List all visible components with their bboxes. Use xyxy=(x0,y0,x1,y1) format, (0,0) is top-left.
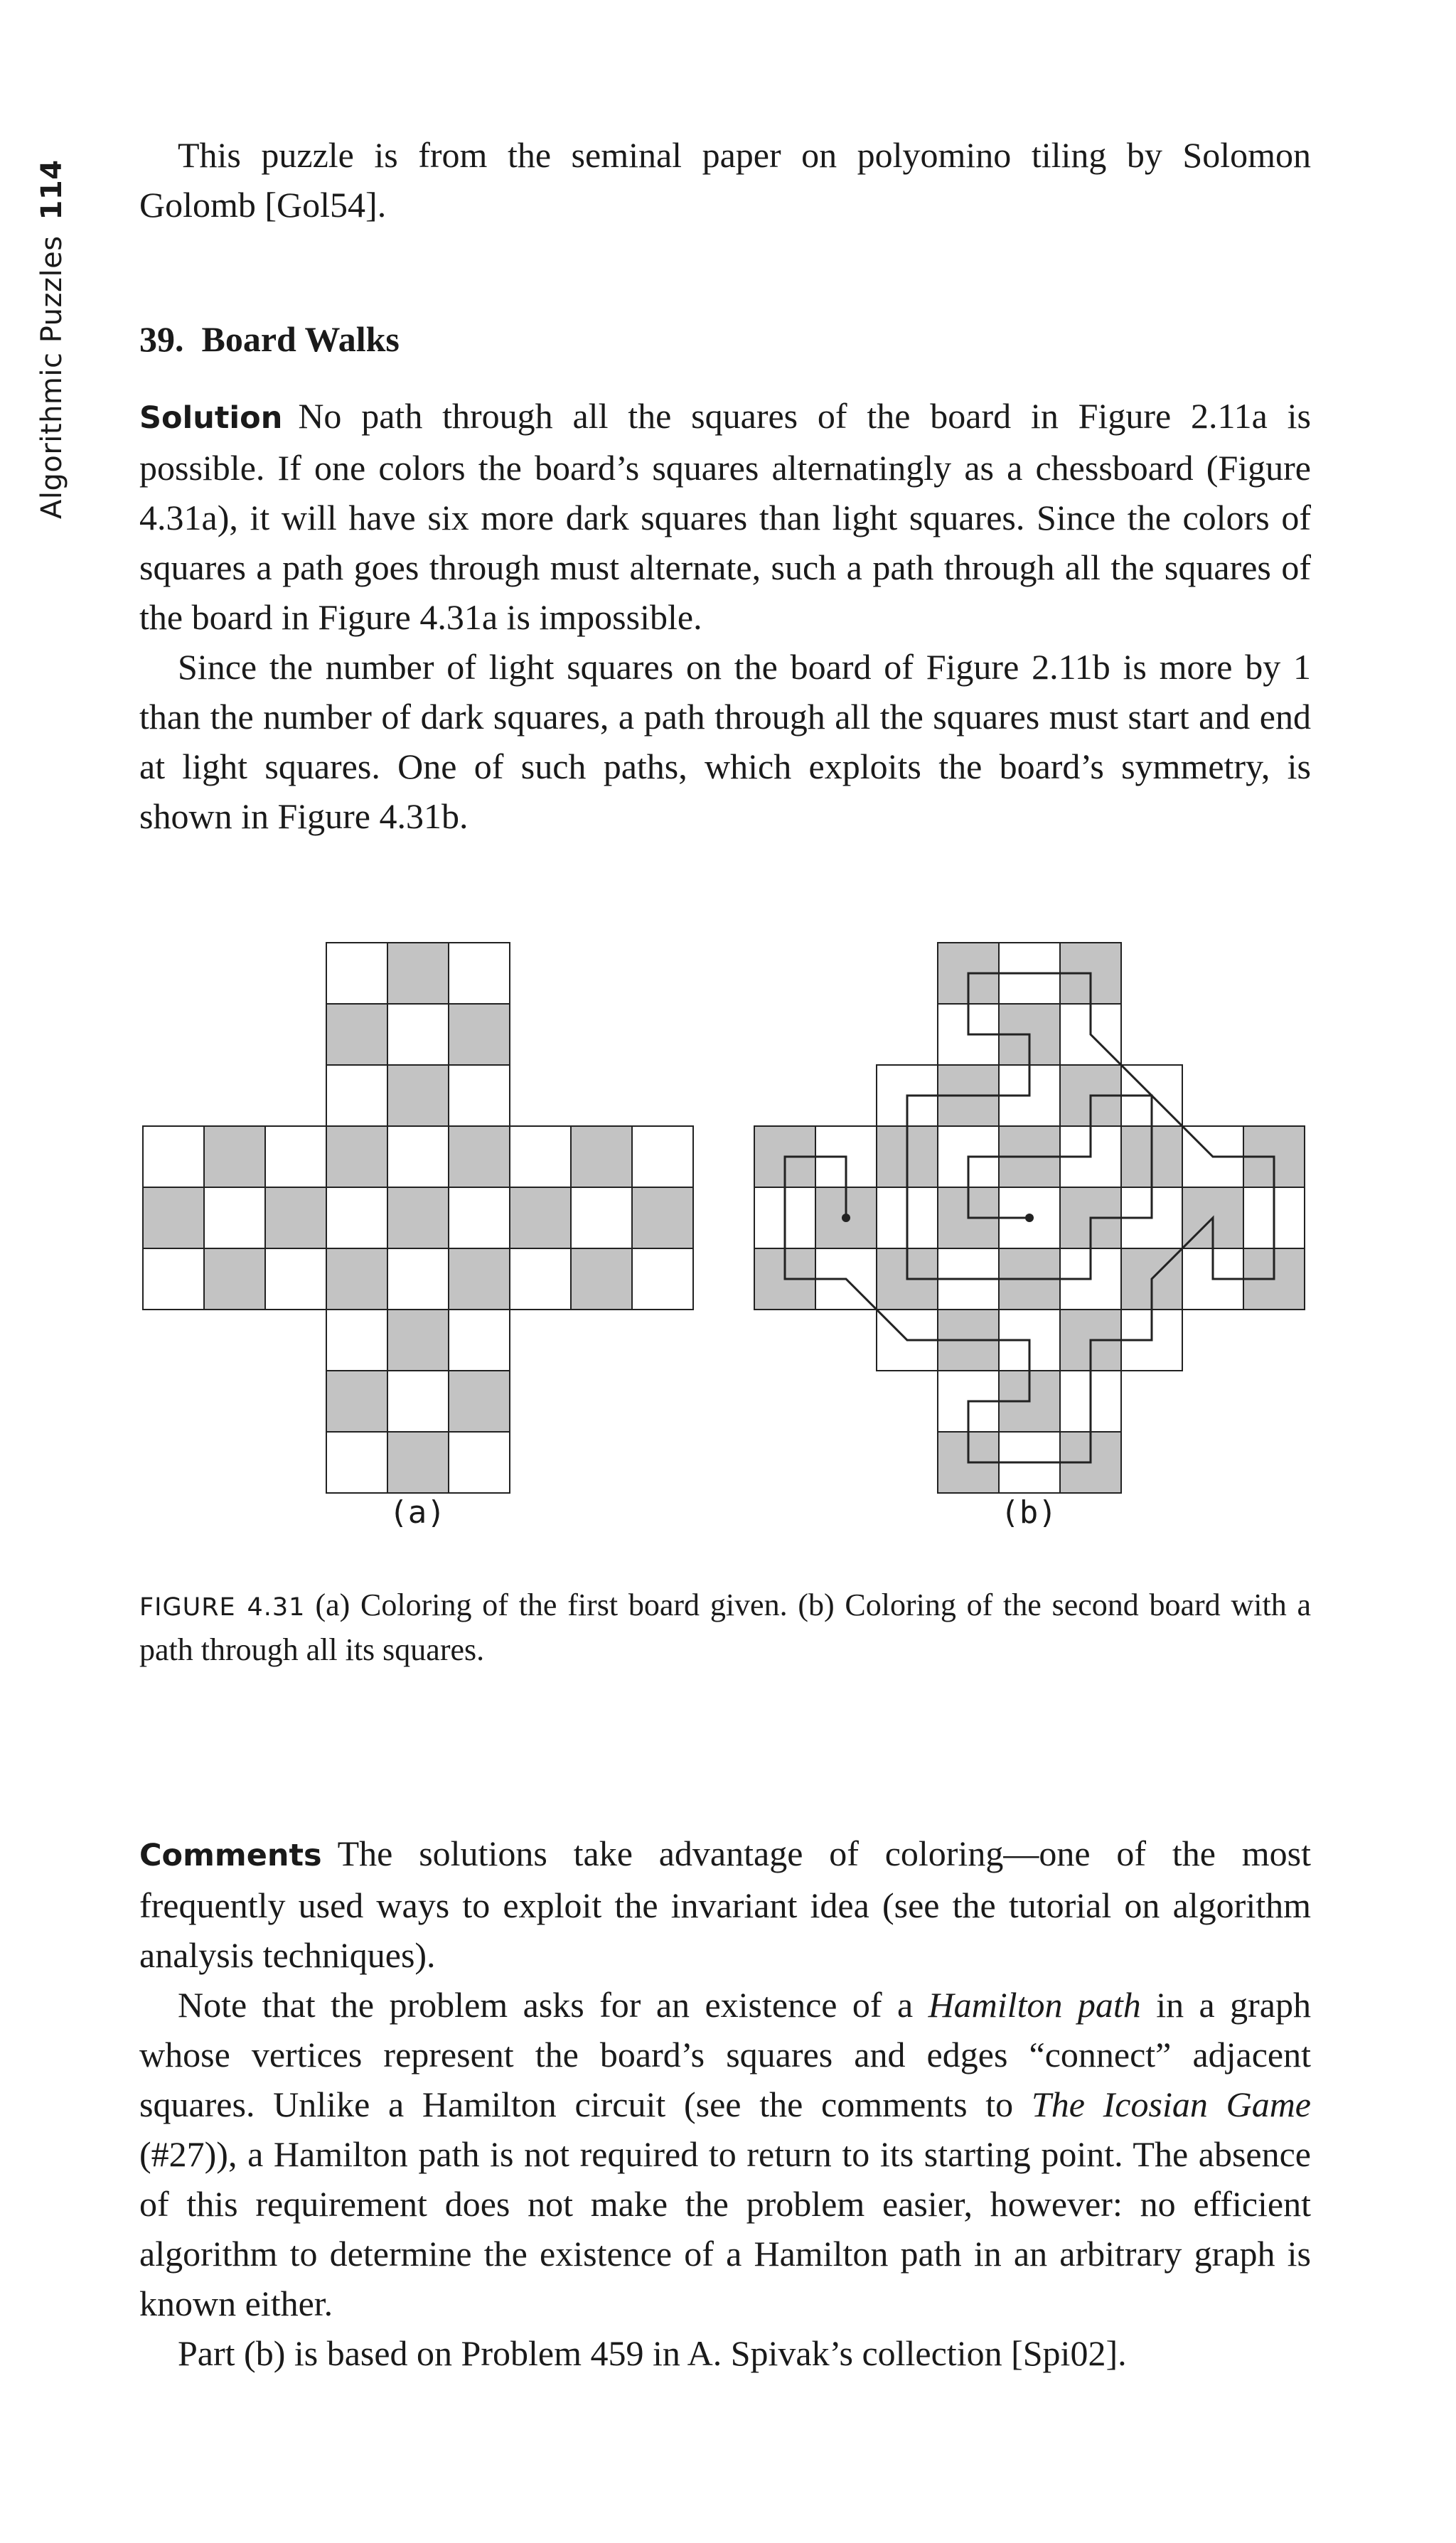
board-square xyxy=(449,1248,510,1310)
board-square xyxy=(204,1126,265,1187)
board-square xyxy=(387,1248,449,1310)
comments-paragraph-1 xyxy=(139,1829,1311,1980)
section-heading xyxy=(139,318,400,360)
board-b-svg xyxy=(754,942,1305,1494)
board-square xyxy=(632,1248,693,1310)
board-square xyxy=(143,1126,204,1187)
board-square xyxy=(326,1065,387,1126)
board-square xyxy=(326,943,387,1004)
board-square xyxy=(571,1248,632,1310)
figure-caption xyxy=(139,1584,1311,1671)
term-hamilton-path: Hamilton path xyxy=(928,1985,1141,2025)
title-icosian-game: The Icosian Game xyxy=(1031,2084,1311,2124)
solution-paragraph-1 xyxy=(139,391,1311,642)
comments-block xyxy=(139,1829,1311,2378)
board-square xyxy=(326,1004,387,1065)
board-square xyxy=(510,1126,571,1187)
figure-label: FIGURE 4.31 xyxy=(139,1593,306,1622)
board-square xyxy=(449,1065,510,1126)
solution-label: Solution xyxy=(139,400,283,436)
solution-block xyxy=(139,391,1311,841)
path-endpoint-dot xyxy=(1025,1214,1034,1222)
board-square xyxy=(449,1187,510,1248)
board-square xyxy=(632,1126,693,1187)
comments-p2-part-c: (#27)), a Hamilton path is not required to return to its starting point. The absence of this requirement does not make the problem easier, however: no efficient algorithm to determine the existence of a Hamilton path in an arbitrary graph is known either. xyxy=(139,2134,1311,2323)
board-a-svg xyxy=(142,942,694,1494)
board-square xyxy=(326,1126,387,1187)
running-head xyxy=(36,159,68,519)
board-square xyxy=(143,1187,204,1248)
board-square xyxy=(387,1187,449,1248)
section-title: Board Walks xyxy=(201,319,400,359)
board-square xyxy=(143,1248,204,1310)
board-square xyxy=(510,1187,571,1248)
board-square xyxy=(387,1310,449,1371)
section-number: 39. xyxy=(139,319,184,359)
board-square xyxy=(387,1065,449,1126)
comments-p1-text: The solutions take advantage of coloring—one of the most frequently used ways to exploit the invariant idea (see the tutorial on algorithm analysis techniques). xyxy=(139,1833,1311,1975)
figure-b-label: (b) xyxy=(1000,1494,1057,1531)
board-square xyxy=(571,1126,632,1187)
board-square xyxy=(326,1248,387,1310)
board-square xyxy=(326,1371,387,1432)
board-square xyxy=(204,1187,265,1248)
figure-a xyxy=(142,942,694,1494)
board-square xyxy=(326,1310,387,1371)
path-endpoint-dot xyxy=(842,1214,850,1222)
board-square xyxy=(204,1248,265,1310)
board-square xyxy=(265,1126,326,1187)
board-square xyxy=(632,1187,693,1248)
comments-p2-part-a: Note that the problem asks for an existence of a xyxy=(178,1985,928,2025)
board-square xyxy=(510,1248,571,1310)
page-number: 114 xyxy=(36,159,68,220)
board-square xyxy=(449,1004,510,1065)
board-square xyxy=(387,1371,449,1432)
board-square xyxy=(387,1126,449,1187)
board-square xyxy=(387,1432,449,1493)
board-square xyxy=(449,943,510,1004)
intro-block xyxy=(139,130,1311,230)
solution-paragraph-2: Since the number of light squares on the board of Figure 2.11b is more by 1 than the number of dark squares, a path through all the squares must start and end at light squares. One of such paths, which exploits the board’s symmetry, is shown in Figure 4.31b. xyxy=(139,647,1311,836)
board-square xyxy=(265,1248,326,1310)
figure-caption-text: (a) Coloring of the first board given. (b) Coloring of the second board with a path through all its squares. xyxy=(139,1588,1311,1667)
figure-b xyxy=(754,942,1305,1494)
board-square xyxy=(326,1432,387,1493)
comments-label: Comments xyxy=(139,1838,322,1873)
intro-paragraph: This puzzle is from the seminal paper on polyomino tiling by Solomon Golomb [Gol54]. xyxy=(139,135,1311,225)
board-square xyxy=(449,1310,510,1371)
solution-p1-text: No path through all the squares of the board in Figure 2.11a is possible. If one colors the board’s squares alternatingly as a chessboard (Figure 4.31a), it will have six more dark squares than light squares. Since the colors of squares a path goes through must alternate, such a path through all the squares of the board in Figure 4.31a is impossible. xyxy=(139,396,1311,637)
comments-paragraph-2 xyxy=(139,1980,1311,2328)
running-head-title: Algorithmic Puzzles xyxy=(36,235,68,519)
board-square xyxy=(449,1432,510,1493)
board-square xyxy=(387,1004,449,1065)
board-square xyxy=(387,943,449,1004)
board-square xyxy=(449,1371,510,1432)
board-square xyxy=(571,1187,632,1248)
comments-p2-part-b: in a graph whose vertices represent the board’s squares and edges “connect” adjacent squares. Unlike a Hamilton circuit (see the comments to xyxy=(139,1985,1311,2124)
figure-a-label: (a) xyxy=(389,1494,446,1531)
comments-paragraph-3: Part (b) is based on Problem 459 in A. Spivak’s collection [Spi02]. xyxy=(178,2333,1127,2373)
board-square xyxy=(449,1126,510,1187)
board-square xyxy=(326,1187,387,1248)
board-square xyxy=(265,1187,326,1248)
